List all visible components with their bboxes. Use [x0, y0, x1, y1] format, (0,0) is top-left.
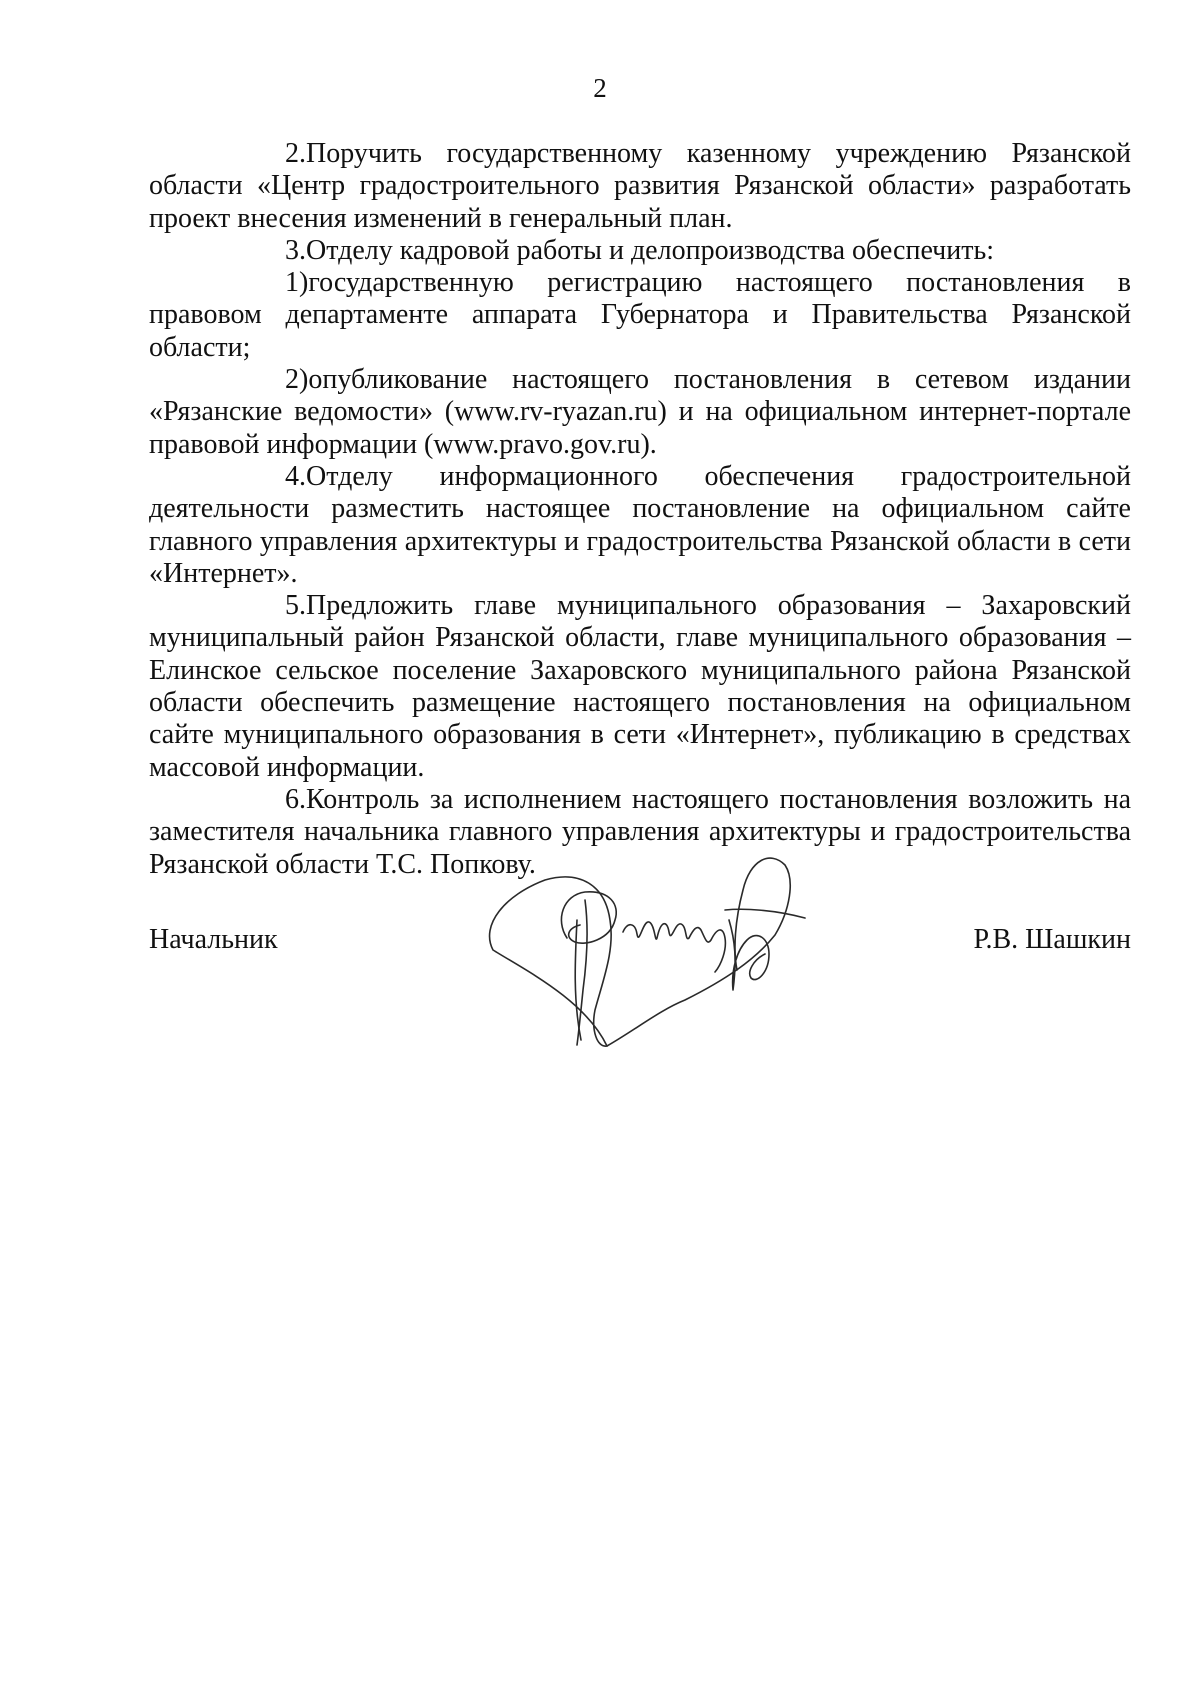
signatory-title: Начальник — [149, 924, 278, 955]
document-body — [149, 138, 1131, 881]
paragraph-text: Предложить главе муниципального образования – Захаровский муниципальный район Рязанской области, главе муниципального образования – Елинское сельское поселение Захаровского муниципального района Рязанской области обеспечить размещение настоящего постановления на официальном сайте муниципального образования в сети «Интернет», публикацию в средствах массовой информации. — [149, 590, 1131, 783]
subparagraph-number: 1) — [285, 267, 309, 299]
paragraph-number: 2. — [285, 138, 306, 169]
subparagraph-number: 2) — [285, 364, 309, 396]
paragraph-number: 3. — [285, 234, 306, 266]
paragraph-number: 6. — [285, 783, 306, 815]
paragraph-text: Отделу информационного обеспечения градостроительной деятельности разместить настоящее постановление на официальном сайте главного управления архитектуры и градостроительства Рязанской области в сети «Интернет». — [149, 460, 1131, 589]
paragraph-number: 5. — [285, 590, 306, 622]
subparagraph-3-2 — [149, 364, 1131, 461]
paragraph-4 — [149, 461, 1131, 590]
paragraph-number: 4. — [285, 460, 306, 492]
paragraph-text: Поручить государственному казенному учреждению Рязанской области «Центр градостроительного развития Рязанской области» разработать проект внесения изменений в генеральный план. — [149, 138, 1131, 234]
paragraph-text: опубликование настоящего постановления в сетевом издании «Рязанские ведомости» (www.rv-ryazan.ru) и на официальном интернет-портале правовой информации (www.pravo.gov.ru). — [149, 364, 1131, 460]
handwritten-signature — [485, 850, 885, 1050]
paragraph-5 — [149, 590, 1131, 784]
page-number: 2 — [593, 73, 607, 103]
paragraph-3 — [149, 235, 1131, 267]
paragraph-text: Контроль за исполнением настоящего постановления возложить на заместителя начальника главного управления архитектуры и градостроительства Рязанской области Т.С. Попкову. — [149, 783, 1131, 880]
signatory-name: Р.В. Шашкин — [973, 924, 1131, 955]
paragraph-text: Отделу кадровой работы и делопроизводства обеспечить: — [306, 234, 995, 266]
subparagraph-3-1 — [149, 267, 1131, 364]
paragraph-text: государственную регистрацию настоящего постановления в правовом департаменте аппарата Губернатора и Правительства Рязанской области; — [149, 267, 1131, 363]
paragraph-2 — [149, 138, 1131, 235]
